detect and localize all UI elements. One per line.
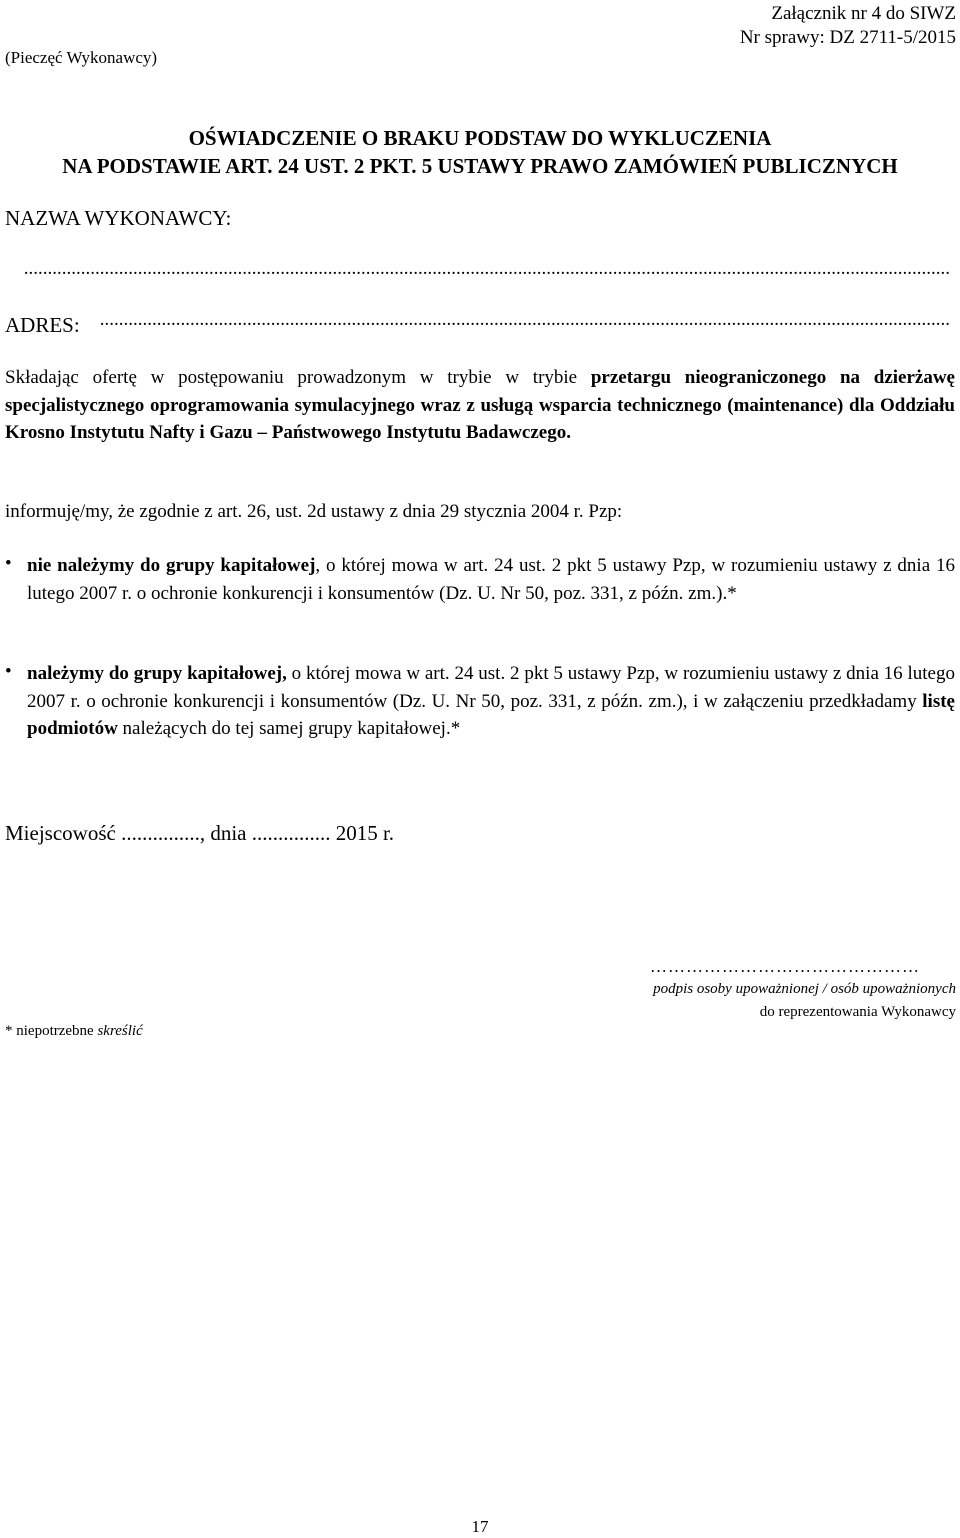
intro-paragraph: [5, 364, 955, 447]
option-member-rest-a: o której mowa w art. 24 ust. 2 pkt 5 ustawy Pzp, w rozumieniu ustawy z dnia 16 lutego 2007 r. o ochronie konkurencji i konsumentów (Dz. U. Nr 50, poz. 331, z późn. zm.), i w załączeniu przedkładamy: [27, 663, 955, 712]
signature-role: do reprezentowania Wykonawcy: [759, 1004, 956, 1020]
signature-dots: ………………………………………: [650, 957, 920, 976]
tender-subject: przetargu nieograniczonego na dzierżawę specjalistycznego oprogramowania symulacyjnego wraz z usługą wsparcia technicznego (maintenance) dla Oddziału Krosno Instytutu Nafty i Gazu – Państwowego Instytutu Badawczego.: [5, 367, 955, 443]
intro-text: Składając ofertę w postępowaniu prowadzonym w trybie w trybie: [5, 367, 591, 388]
option-member-list-bold: listę podmiotów: [27, 690, 955, 739]
footnote-italic: skreślić: [97, 1023, 143, 1039]
case-number-line: Nr sprawy: DZ 2711-5/2015: [739, 27, 956, 48]
address-label: ADRES:: [5, 313, 80, 337]
address-dots: ...................................................................................................................................................................................: [99, 309, 950, 330]
option-not-member: [5, 552, 955, 607]
signature-caption: podpis osoby upoważnionej / osób upoważnionych: [653, 981, 956, 997]
page-number: 17: [471, 1517, 489, 1536]
contractor-name-label: NAZWA WYKONAWCY:: [5, 206, 232, 230]
option-member: [5, 660, 955, 743]
bullet-icon: •: [5, 661, 12, 682]
option-not-member-text: [27, 552, 955, 607]
contractor-stamp-label: (Pieczęć Wykonawcy): [5, 48, 158, 67]
option-member-bold: należymy do grupy kapitałowej,: [27, 663, 287, 684]
option-not-member-bold: nie należymy do grupy kapitałowej: [27, 555, 316, 576]
contractor-name-dots: ...................................................................................................................................................................................................: [23, 258, 950, 279]
header-block: [456, 2, 956, 50]
inform-line: informuję/my, że zgodnie z art. 26, ust. 2d ustawy z dnia 29 stycznia 2004 r. Pzp:: [5, 501, 623, 522]
annex-line: Załącznik nr 4 do SIWZ: [771, 3, 956, 24]
bullet-icon: •: [5, 553, 12, 574]
signature-block: [356, 978, 956, 1024]
title-line-2: NA PODSTAWIE ART. 24 UST. 2 PKT. 5 USTAWY PRAWO ZAMÓWIEŃ PUBLICZNYCH: [62, 154, 898, 178]
place-date-line: Miejscowość ..............., dnia ............... 2015 r.: [5, 821, 395, 845]
footnote: [5, 1020, 143, 1043]
option-member-text: [27, 660, 955, 743]
title-line-1: OŚWIADCZENIE O BRAKU PODSTAW DO WYKLUCZENIA: [188, 126, 772, 150]
option-member-rest-b: należących do tej samej grupy kapitałowej.*: [117, 718, 461, 739]
document-title: [0, 124, 960, 180]
footnote-prefix: * niepotrzebne: [5, 1023, 98, 1039]
option-not-member-rest: , o której mowa w art. 24 ust. 2 pkt 5 ustawy Pzp, w rozumieniu ustawy z dnia 16 lutego 2007 r. o ochronie konkurencji i konsumentów (Dz. U. Nr 50, poz. 331, z późn. zm.).*: [27, 555, 956, 604]
